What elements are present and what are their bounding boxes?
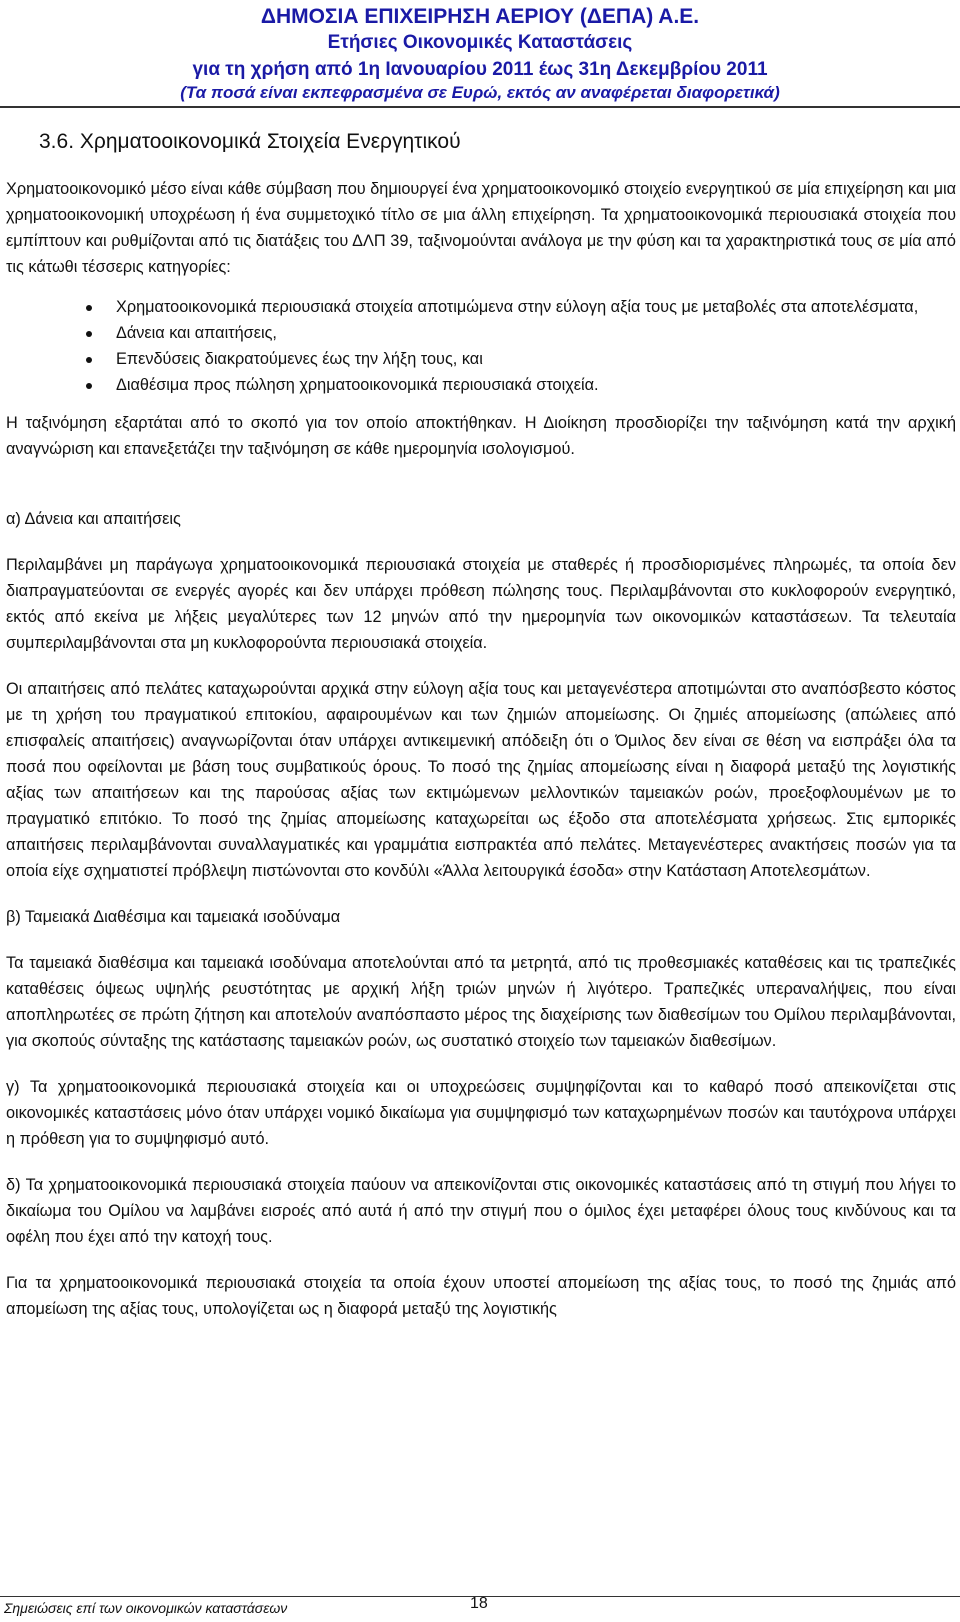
report-period: για τη χρήση από 1η Ιανουαρίου 2011 έως 31η Δεκεμβρίου 2011	[192, 59, 768, 80]
header-divider	[0, 106, 960, 108]
list-item-text: Χρηματοοικονομικά περιουσιακά στοιχεία αποτιμώμενα στην εύλογη αξία τους με μεταβολές στα αποτελέσματα,	[116, 298, 919, 316]
paragraph-g: γ) Τα χρηματοοικονομικά περιουσιακά στοιχεία και οι υποχρεώσεις συμψηφίζονται και το καθαρό ποσό απεικονίζεται στις οικονομικές καταστάσεις μόνο όταν υπάρχει νομικό δικαίωμα για συμψηφισμό των καταχωρημένων ποσών και ταυτόχρονα υπάρχει η πρόθεση για το συμψηφισμό αυτό.	[6, 1078, 956, 1148]
list-item-text: Δάνεια και απαιτήσεις,	[116, 324, 277, 342]
intro-paragraph: Χρηματοοικονομικό μέσο είναι κάθε σύμβαση που δημιουργεί ένα χρηματοοικονομικό στοιχείο ενεργητικού σε μία επιχείρηση και μια χρηματοοικονομική υποχρέωση ή ένα συμμετοχικό τίτλο σε μια άλλη επιχείρηση. Τα χρηματοοικονομικά περιουσιακά στοιχεία που εμπίπτουν και ρυθμίζονται από τις διατάξεις του ΔΛΠ 39, ταξινομούνται ανάλογα με την φύση και τα χαρακτηριστικά τους σε μία από τις κάτωθι τέσσερις κατηγορίες:	[6, 180, 956, 276]
list-item	[6, 294, 956, 320]
bullet-icon	[86, 331, 92, 337]
section-title: 3.6. Χρηματοοικονομικά Στοιχεία Ενεργητικού	[39, 130, 461, 153]
list-item	[6, 346, 956, 372]
company-name: ΔΗΜΟΣΙΑ ΕΠΙΧΕΙΡΗΣΗ ΑΕΡΙΟΥ (ΔΕΠΑ) Α.Ε.	[260, 5, 700, 28]
currency-note: (Τα ποσά είναι εκπεφρασμένα σε Ευρώ, εκτός αν αναφέρεται διαφορετικά)	[180, 83, 780, 102]
bullet-icon	[86, 357, 92, 363]
category-list	[6, 294, 956, 398]
page-number: 18	[470, 1595, 488, 1612]
footer-label: Σημειώσεις επί των οικονομικών καταστάσεων	[4, 1600, 288, 1616]
subsection-b-paragraph: Τα ταμειακά διαθέσιμα και ταμειακά ισοδύναμα αποτελούνται από τα μετρητά, από τις προθεσμιακές καταθέσεις και τις τραπεζικές καταθέσεις όψεως υψηλής ρευστότητας με αρχική λήξη τριών μηνών ή λιγότερο. Τραπεζικές υπεραναλήψεις, που είναι αποπληρωτέες σε πρώτη ζήτηση και αποτελούν αναπόσπαστο μέρος της διαχείρισης των διαθεσίμων του Ομίλου περιλαμβάνονται, για σκοπούς σύνταξης της κατάστασης ταμειακών ροών, ως συστατικό στοιχείο των ταμειακών διαθεσίμων.	[6, 954, 956, 1050]
report-title: Ετήσιες Οικονομικές Καταστάσεις	[327, 32, 633, 53]
subsection-b-heading: β) Ταμειακά Διαθέσιμα και ταμειακά ισοδύναμα	[6, 908, 341, 926]
list-item-text: Επενδύσεις διακρατούμενες έως την λήξη τους, και	[116, 350, 483, 368]
subsection-a-paragraph-1: Περιλαμβάνει μη παράγωγα χρηματοοικονομικά περιουσιακά στοιχεία με σταθερές ή προσδιορισμένες πληρωμές, τα οποία δεν διαπραγματεύονται σε ενεργές αγορές και δεν υπάρχει πρόθεση πώλησης τους. Περιλαμβάνονται στο κυκλοφορούν ενεργητικό, εκτός από εκείνα με λήξεις μεγαλύτερες των 12 μηνών από την ημερομηνία των οικονομικών καταστάσεων. Τα τελευταία συμπεριλαμβάνονται στα μη κυκλοφορούντα περιουσιακά στοιχεία.	[6, 556, 956, 652]
bullet-icon	[86, 305, 92, 311]
subsection-a-paragraph-2: Οι απαιτήσεις από πελάτες καταχωρούνται αρχικά στην εύλογη αξία τους και μεταγενέστερα αποτιμώνται στο αναπόσβεστο κόστος με τη χρήση του πραγματικού επιτοκίου, αφαιρουμένων και των ζημιών απομείωσης. Οι ζημιές απομείωσης (απώλειες από επισφαλείς απαιτήσεις) αναγνωρίζονται όταν υπάρχει αντικειμενική απόδειξη ότι ο Όμιλος δεν είναι σε θέση να εισπράξει όλα τα ποσά που οφείλονται με βάση τους συμβατικούς όρους. Το ποσό της ζημίας απομείωσης είναι η διαφορά μεταξύ της λογιστικής αξίας των απαιτήσεων και της παρούσας αξίας των εκτιμώμενων μελλοντικών ταμειακών ροών, προεξοφλουμένων με το πραγματικό επιτόκιο. Το ποσό της ζημίας απομείωσης καταχωρείται ως έξοδο στα αποτελέσματα χρήσεως. Στις εμπορικές απαιτήσεις περιλαμβάνονται συναλλαγματικές και γραμμάτια εισπρακτέα από πελάτες. Μεταγενέστερες ανακτήσεις ποσών για τα οποία είχε σχηματιστεί πρόβλεψη πιστώνονται στο κονδύλι «Άλλα λειτουργικά έσοδα» στην Κατάσταση Αποτελεσμάτων.	[6, 680, 956, 880]
classification-paragraph: Η ταξινόμηση εξαρτάται από το σκοπό για τον οποίο αποκτήθηκαν. Η Διοίκηση προσδιορίζει την ταξινόμηση κατά την αρχική αναγνώριση και επανεξετάζει την ταξινόμηση σε κάθε ημερομηνία ισολογισμού.	[6, 414, 956, 458]
paragraph-last: Για τα χρηματοοικονομικά περιουσιακά στοιχεία τα οποία έχουν υποστεί απομείωση της αξίας τους, το ποσό της ζημιάς από απομείωση της αξίας τους, υπολογίζεται ως η διαφορά μεταξύ της λογιστικής	[6, 1274, 956, 1318]
list-item	[6, 372, 956, 398]
subsection-a-heading: α) Δάνεια και απαιτήσεις	[6, 510, 181, 528]
list-item	[6, 320, 956, 346]
document-body	[6, 128, 956, 1342]
bullet-icon	[86, 383, 92, 389]
list-item-text: Διαθέσιμα προς πώληση χρηματοοικονομικά περιουσιακά στοιχεία.	[116, 376, 599, 394]
paragraph-d: δ) Τα χρηματοοικονομικά περιουσιακά στοιχεία παύουν να απεικονίζονται στις οικονομικές καταστάσεις από τη στιγμή που λήγει το δικαίωμα του Ομίλου να λαμβάνει εισροές από αυτά ή από την στιγμή που ο όμιλος έχει μεταφέρει όλους τους κινδύνους και τα οφέλη που έχει από την κατοχή τους.	[6, 1176, 956, 1246]
